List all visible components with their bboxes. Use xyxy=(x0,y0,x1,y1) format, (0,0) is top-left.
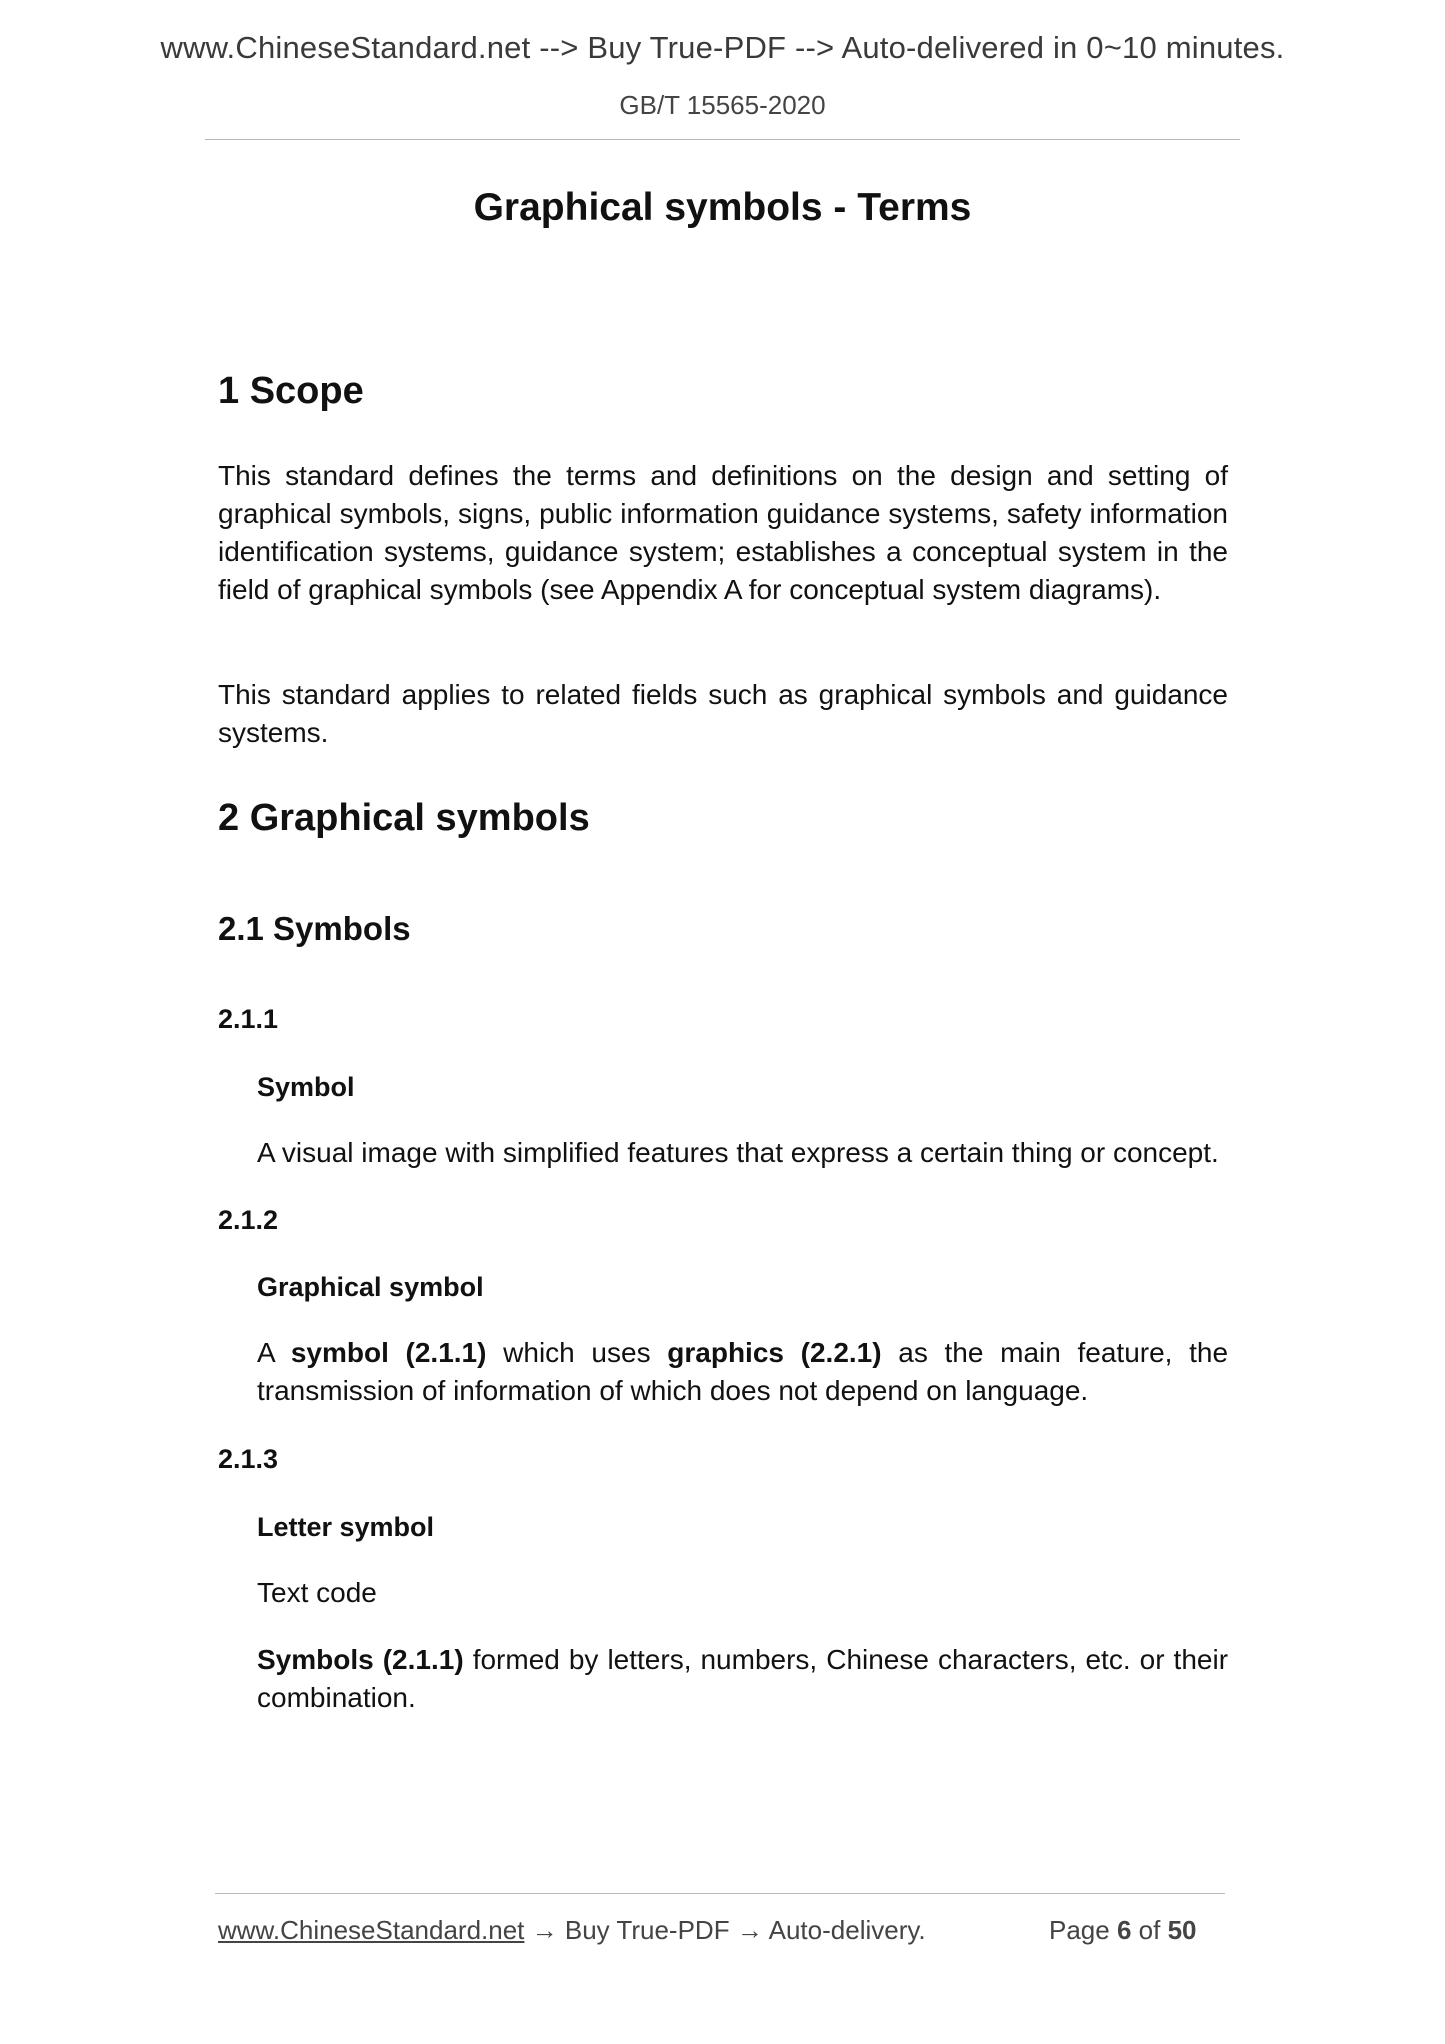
term-graphical-symbol: Graphical symbol xyxy=(257,1272,484,1302)
term-number-2-1-3: 2.1.3 xyxy=(218,1444,279,1474)
page-current: 6 xyxy=(1116,1915,1132,1945)
definition-text: A xyxy=(257,1337,275,1368)
footer-promo xyxy=(218,1915,926,1946)
page-indicator xyxy=(1049,1915,1197,1946)
page-of: of xyxy=(1138,1915,1161,1945)
definition-text: as the main feature, the transmission of information of which does not depend on language. xyxy=(257,1337,1229,1406)
term-reference-symbol: symbol (2.1.1) xyxy=(290,1337,487,1368)
footer-website-link[interactable]: www.ChineseStandard.net xyxy=(218,1915,525,1945)
term-letter-symbol: Letter symbol xyxy=(257,1512,435,1542)
header-divider xyxy=(205,139,1240,140)
arrow-right-icon: → xyxy=(736,1915,763,1945)
section-1-heading: 1 Scope xyxy=(218,370,364,412)
subsection-2-1-heading: 2.1 Symbols xyxy=(218,910,411,947)
definition-text: which uses xyxy=(503,1337,651,1368)
definition-text: formed by letters, numbers, Chinese characters, etc. or their combination. xyxy=(257,1644,1229,1713)
term-reference-symbols: Symbols (2.1.1) xyxy=(257,1644,464,1675)
footer-buy-text: Buy True-PDF xyxy=(564,1915,730,1945)
header-banner: www.ChineseStandard.net --> Buy True-PDF --> Auto-delivered in 0~10 minutes. xyxy=(160,30,1285,65)
page-label: Page xyxy=(1049,1915,1110,1945)
footer-divider xyxy=(215,1893,1225,1894)
scope-paragraph-2: This standard applies to related fields such as graphical symbols and guidance systems. xyxy=(218,679,1228,748)
footer-delivery-text: Auto-delivery. xyxy=(768,1915,926,1945)
page-total: 50 xyxy=(1167,1915,1197,1945)
term-symbol: Symbol xyxy=(257,1072,355,1102)
definition-symbol: A visual image with simplified features that express a certain thing or concept. xyxy=(257,1137,1219,1168)
standard-code: GB/T 15565-2020 xyxy=(619,90,826,120)
definition-letter-symbol xyxy=(257,1641,1228,1717)
term-number-2-1-1: 2.1.1 xyxy=(218,1004,279,1034)
definition-graphical-symbol xyxy=(257,1334,1228,1410)
term-reference-graphics: graphics (2.2.1) xyxy=(667,1337,882,1368)
scope-paragraph-1: This standard defines the terms and definitions on the design and setting of graphical symbols, signs, public information guidance systems, safety information identification systems, guidance system; establishes a conceptual system in the field of graphical symbols (see Appendix A for conceptual system diagrams). xyxy=(218,460,1228,605)
synonym-text-code: Text code xyxy=(257,1577,377,1608)
document-title: Graphical symbols - Terms xyxy=(473,186,972,229)
section-2-heading: 2 Graphical symbols xyxy=(218,797,590,839)
term-number-2-1-2: 2.1.2 xyxy=(218,1205,279,1235)
arrow-right-icon: → xyxy=(531,1915,558,1945)
